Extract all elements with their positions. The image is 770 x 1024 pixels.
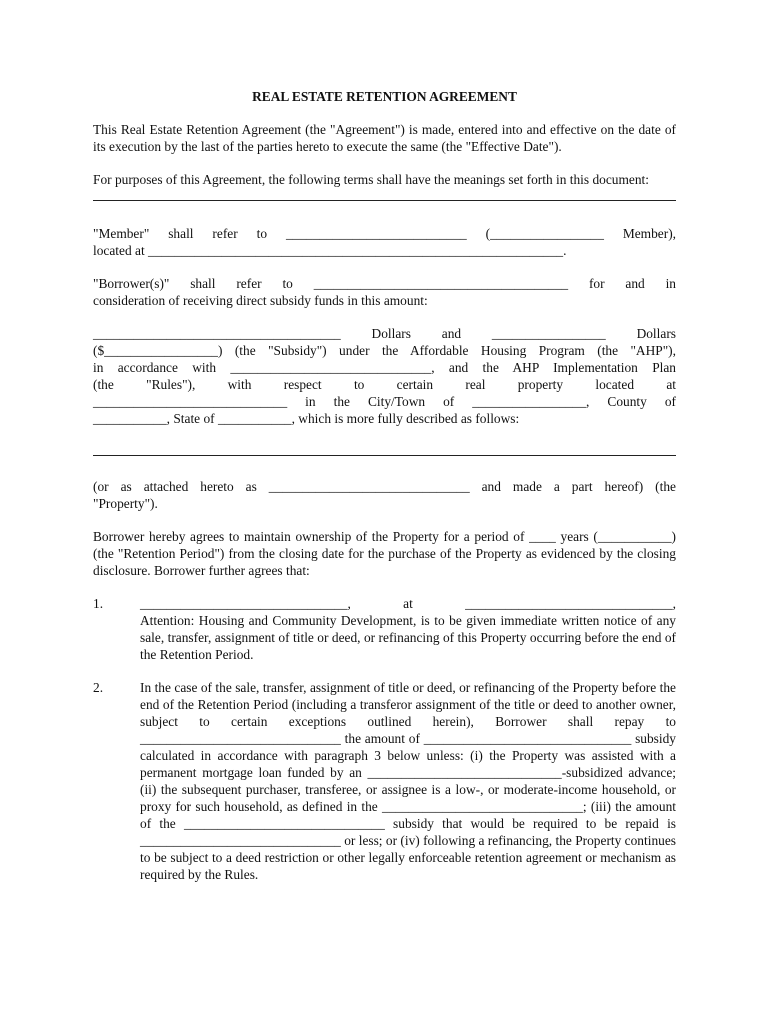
subsidy-line: (the "Rules"), with respect to certain real property located at <box>93 377 676 392</box>
member-paragraph <box>93 225 676 259</box>
subsidy-line: _____________________________ in the City/Town of _________________, County of <box>93 394 676 409</box>
retention-paragraph: Borrower hereby agrees to maintain ownership of the Property for a period of ____ years (___________) (the "Retention Period") from the closing date for the purchase of the Property as evidenced by the closing disclosure. Borrower further agrees that: <box>93 529 676 578</box>
attached-paragraph <box>93 478 676 512</box>
attached-line: (or as attached hereto as ______________________________ and made a part hereof) (the <box>93 479 676 494</box>
member-location-line: located at ______________________________________________________________. <box>93 243 567 258</box>
member-line: "Member" shall refer to ___________________________ (_________________ Member), <box>93 226 676 241</box>
borrower-paragraph <box>93 275 676 309</box>
borrower-line: "Borrower(s)" shall refer to ______________________________________ for and in <box>93 276 676 291</box>
subsidy-line: _____________________________________ Dollars and _________________ Dollars <box>93 326 676 341</box>
item-body <box>140 595 676 663</box>
purposes-paragraph: For purposes of this Agreement, the following terms shall have the meanings set forth in this document: <box>93 172 649 187</box>
subsidy-line: in accordance with ______________________________, and the AHP Implementation Plan <box>93 360 676 375</box>
item-first-line: _______________________________, at _______________________________, <box>140 596 676 611</box>
item-body <box>140 679 676 883</box>
document-page <box>93 88 676 899</box>
subsidy-paragraph <box>93 325 676 427</box>
item-text: Attention: Housing and Community Development, is to be given immediate written notice of any sale, transfer, assignment of title or deed, or refinancing of this Property occurring before the end of the Retention Period. <box>140 613 676 662</box>
subsidy-line: ($_________________) (the "Subsidy") under the Affordable Housing Program (the "AHP"), <box>93 343 676 358</box>
intro-paragraph: This Real Estate Retention Agreement (the "Agreement") is made, entered into and effective on the date of its execution by the last of the parties hereto to execute the same (the "Effective Date"). <box>93 122 676 154</box>
document-title: REAL ESTATE RETENTION AGREEMENT <box>252 89 517 104</box>
borrower-consideration-line: consideration of receiving direct subsidy funds in this amount: <box>93 293 428 308</box>
blank-rule <box>93 455 676 456</box>
subsidy-line: ___________, State of ___________, which is more fully described as follows: <box>93 411 520 426</box>
item-number: 2. <box>93 680 104 695</box>
list-item <box>93 679 676 883</box>
list-item <box>93 595 676 663</box>
item-number: 1. <box>93 596 104 611</box>
blank-rule <box>93 200 676 201</box>
property-line: "Property"). <box>93 496 158 511</box>
item-text: In the case of the sale, transfer, assignment of title or deed, or refinancing of the Property before the end of the Retention Period (including a transferor assignment of the title or deed to another owner, subject to certain exceptions outlined herein), Borrower shall repay to ______________________________ the amount of _______________________________ subsidy calculated in accordance with paragraph 3 below unless: (i) the Property was assisted with a permanent mortgage loan funded by an _____________________________-subsidized advance; (ii) the subsequent purchaser, transferee, or assignee is a low-, or moderate-income household, or proxy for such household, as defined in the ______________________________; (iii) the amount of the ______________________________ subsidy that would be required to be repaid is ______________________________ or less; or (iv) following a refinancing, the Property continues to be subject to a deed restriction or other legally enforceable retention agreement or mechanism as required by the Rules. <box>140 680 676 882</box>
